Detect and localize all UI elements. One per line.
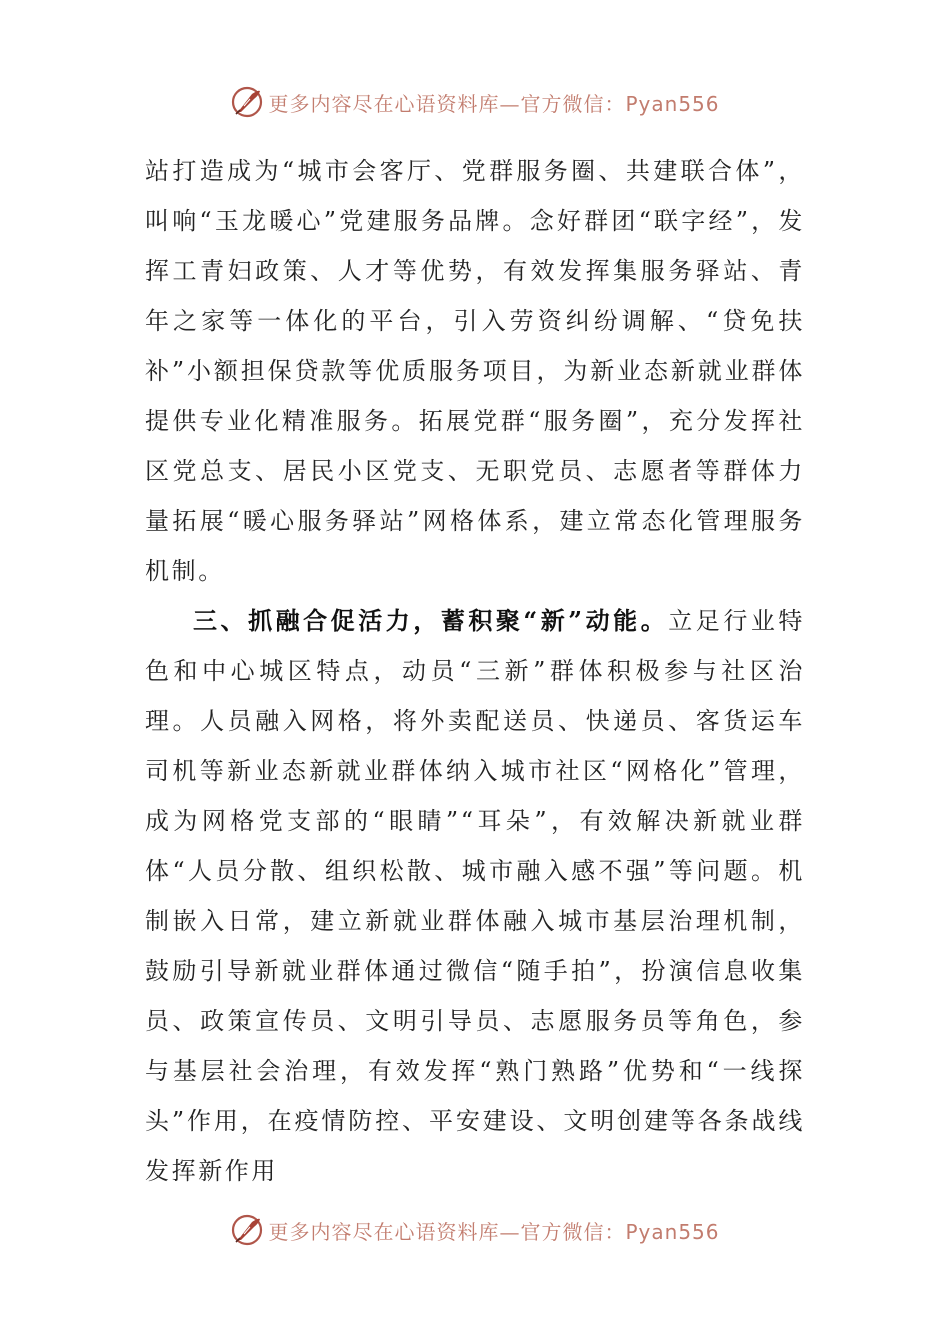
header-label: 更多内容尽在心语资料库—官方微信： (268, 91, 626, 116)
document-body (145, 146, 805, 1196)
footer-banner (0, 1208, 950, 1252)
header-banner-text (268, 88, 719, 117)
quill-pen-logo-icon (230, 1213, 264, 1247)
footer-banner-text (268, 1216, 719, 1245)
section-3-paragraph (145, 596, 805, 1196)
footer-label: 更多内容尽在心语资料库—官方微信： (268, 1219, 626, 1244)
footer-wechat-id: Pyan556 (625, 1219, 720, 1244)
quill-pen-logo-icon (230, 85, 264, 119)
section-3-text: 立足行业特色和中心城区特点，动员“三新”群体积极参与社区治理。人员融入网格，将外卖配送员、快递员、客货运车司机等新业态新就业群体纳入城市社区“网格化”管理，成为网格党支部的“眼睛”“耳朵”，有效解决新就业群体“人员分散、组织松散、城市融入感不强”等问题。机制嵌入日常，建立新就业群体融入城市基层治理机制，鼓励引导新就业群体通过微信“随手拍”，扮演信息收集员、政策宣传员、文明引导员、志愿服务员等角色，参与基层社会治理，有效发挥“熟门熟路”优势和“一线探头”作用，在疫情防控、平安建设、文明创建等各条战线发挥新作用 (145, 607, 805, 1185)
section-3-heading: 三、抓融合促活力，蓄积聚“新”动能。 (193, 606, 669, 635)
paragraph-continued: 站打造成为“城市会客厅、党群服务圈、共建联合体”，叫响“玉龙暖心”党建服务品牌。念好群团“联字经”，发挥工青妇政策、人才等优势，有效发挥集服务驿站、青年之家等一体化的平台，引入劳资纠纷调解、“贷免扶补”小额担保贷款等优质服务项目，为新业态新就业群体提供专业化精准服务。拓展党群“服务圈”，充分发挥社区党总支、居民小区党支、无职党员、志愿者等群体力量拓展“暖心服务驿站”网格体系，建立常态化管理服务机制。 (145, 157, 805, 585)
header-banner (0, 80, 950, 124)
header-wechat-id: Pyan556 (625, 91, 720, 116)
